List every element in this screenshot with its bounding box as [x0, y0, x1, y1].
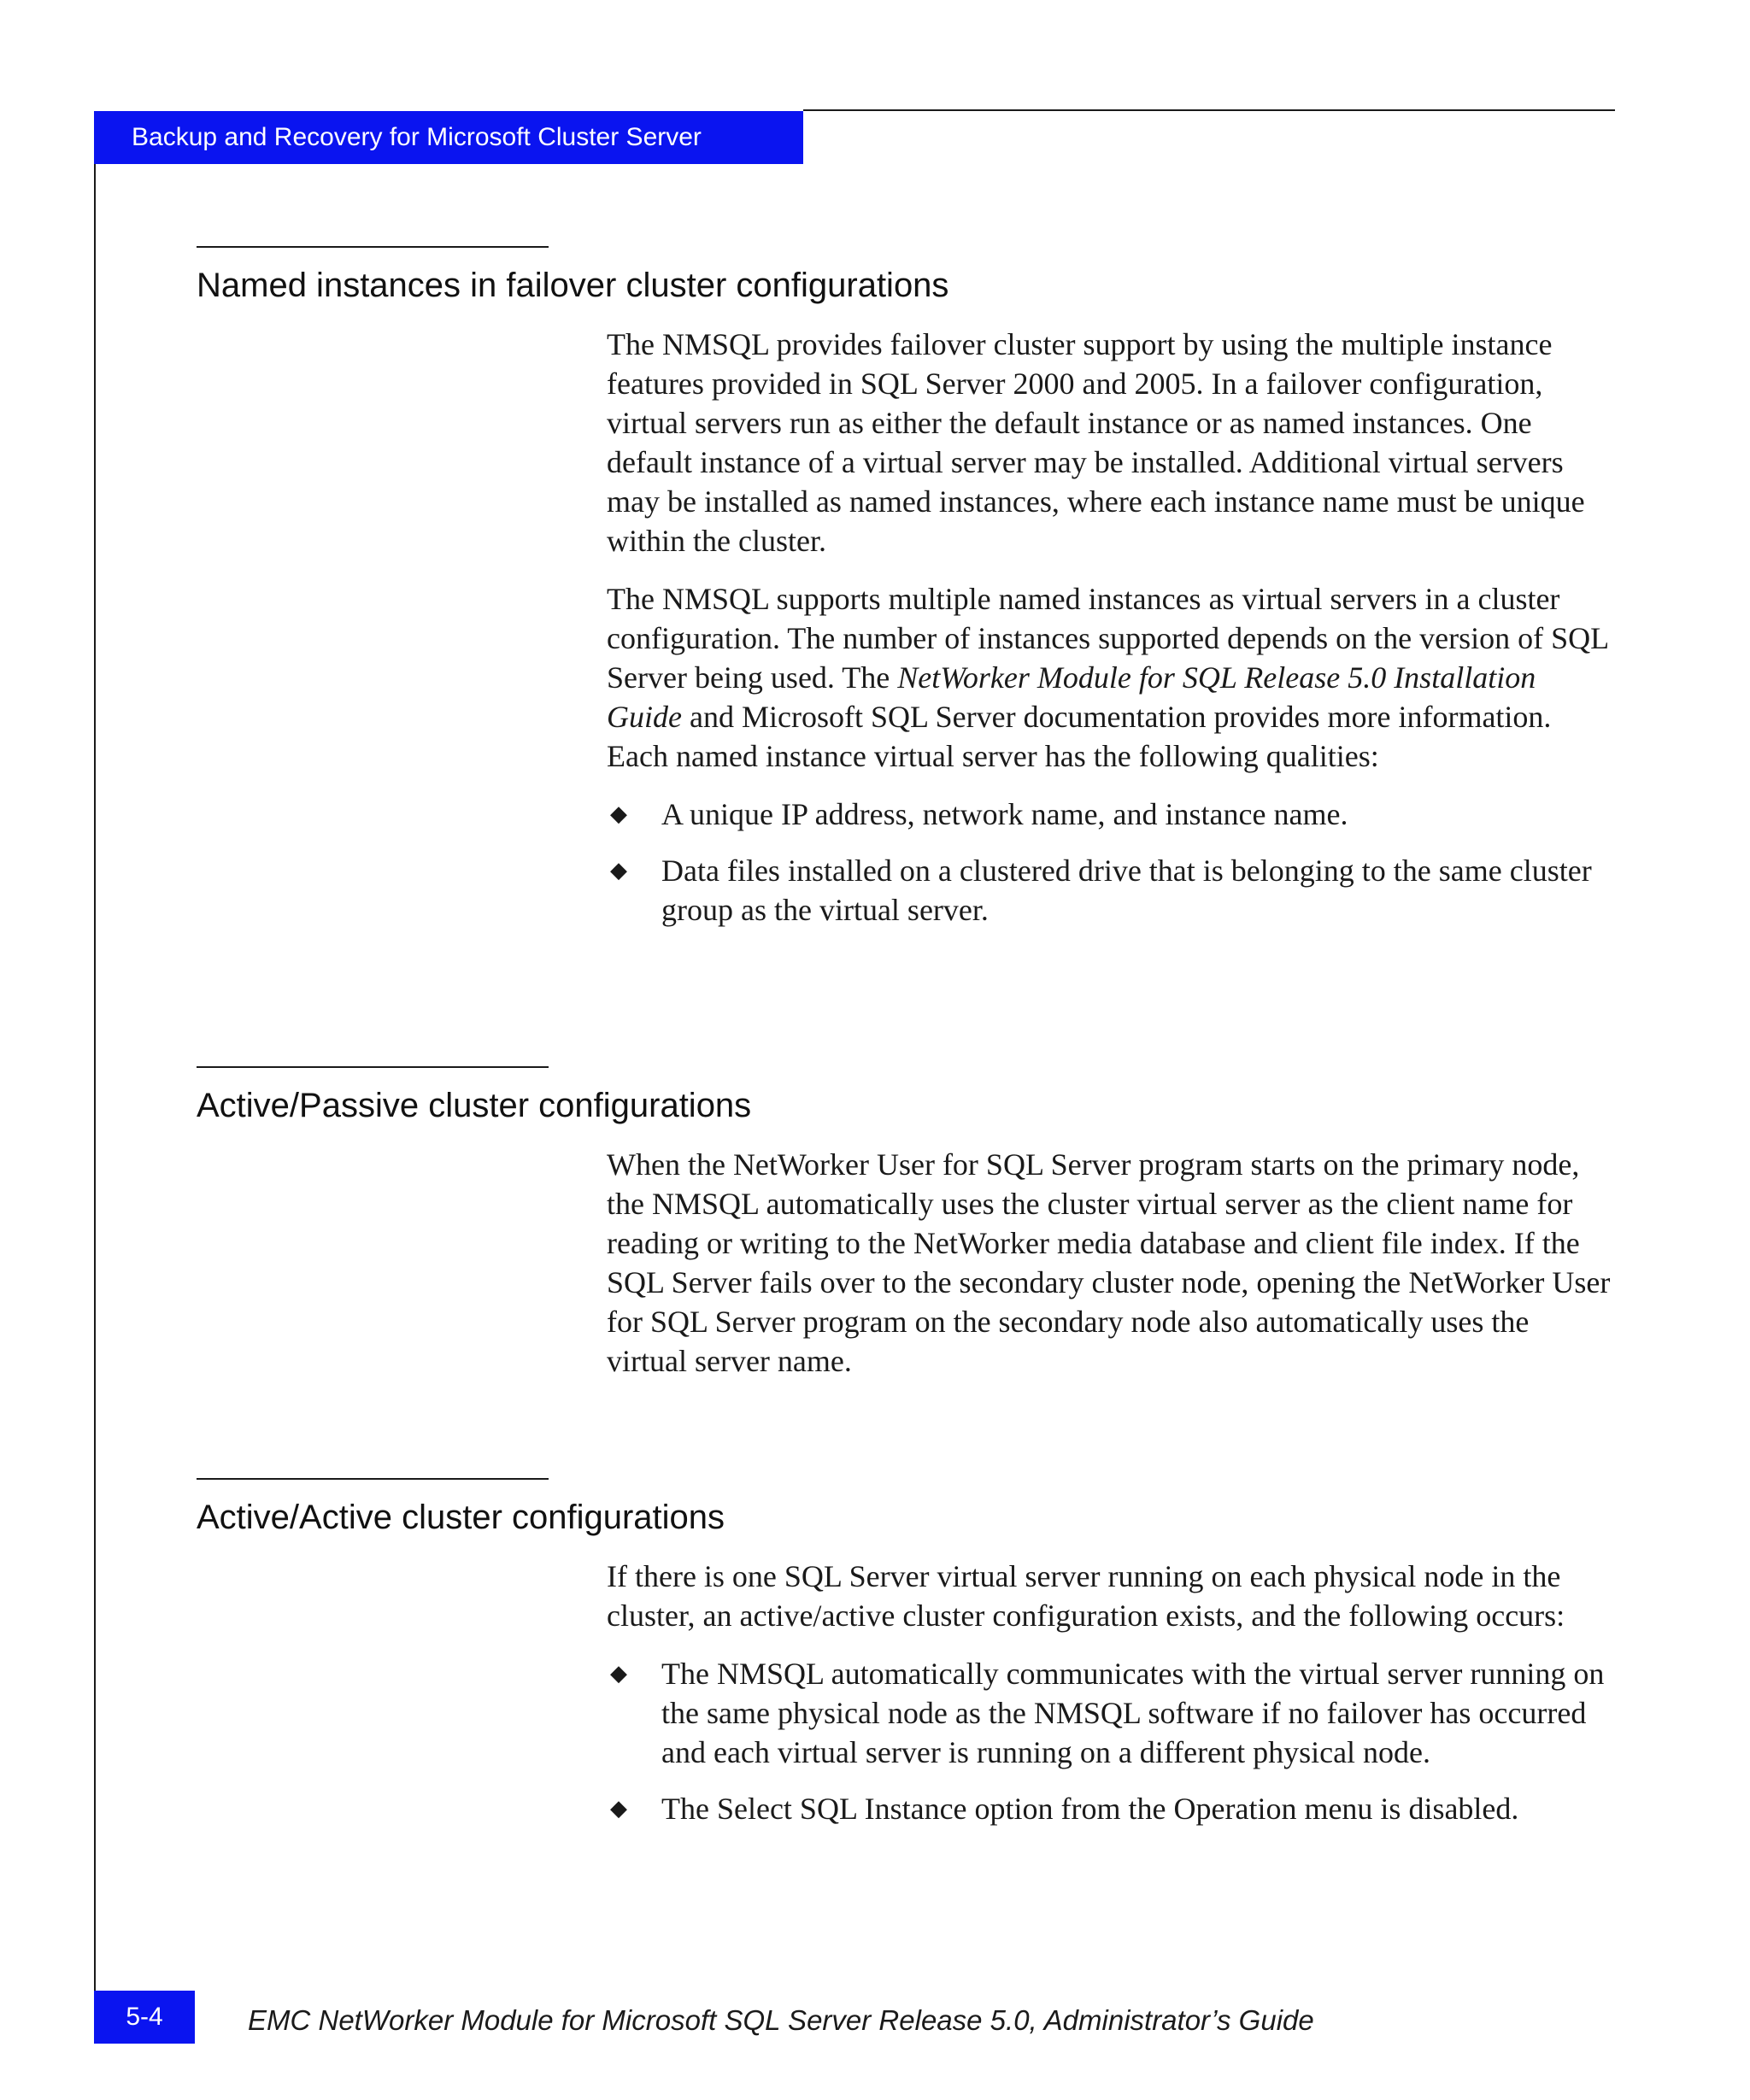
- paragraph: The NMSQL provides failover cluster support by using the multiple instance features provided in SQL Server 2000 and 2005. In a failover configuration, virtual servers run as either the default instance or as named instances. One default instance of a virtual server may be installed. Additional virtual servers may be installed as named instances, where each instance name must be unique within the cluster.: [607, 327, 1585, 558]
- diamond-bullet-icon: ◆: [610, 801, 627, 827]
- paragraph-with-reference: [607, 579, 1615, 776]
- paragraph-text: and Microsoft SQL Server documentation provides more information. Each named instance virtual server has the following qualities:: [607, 700, 1552, 773]
- list-item: [607, 795, 1615, 834]
- doc-reference-title: NetWorker Module for SQL Release 5.0 Installation Guide: [607, 660, 1536, 734]
- section-rule-active-passive: [197, 1066, 549, 1068]
- running-header-label: Backup and Recovery for Microsoft Cluster Server: [132, 123, 702, 151]
- diamond-bullet-icon: ◆: [610, 1796, 627, 1821]
- list-item: [607, 1654, 1615, 1772]
- heading-active-active: Active/Active cluster configurations: [197, 1499, 725, 1536]
- page-number-tab: [94, 1991, 195, 2044]
- diamond-bullet-icon: ◆: [610, 1661, 627, 1686]
- section-rule-named-instances: [197, 246, 549, 248]
- paragraph: When the NetWorker User for SQL Server program starts on the primary node, the NMSQL automatically uses the cluster virtual server as the client name for reading or writing to the NetWorker media database and client file index. If the SQL Server fails over to the secondary cluster node, opening the NetWorker User for SQL Server program on the secondary node also automatically uses the virtual server name.: [607, 1147, 1611, 1378]
- list-item-text: Data files installed on a clustered drive that is belonging to the same cluster group as the virtual server.: [661, 853, 1592, 927]
- list-item: [607, 851, 1615, 930]
- section-body-active-active: [607, 1557, 1615, 1845]
- list-item-text: A unique IP address, network name, and instance name.: [661, 797, 1348, 831]
- list-item-text: The NMSQL automatically communicates with the virtual server running on the same physical node as the NMSQL software if no failover has occurred and each virtual server is running on a different physical node.: [661, 1657, 1605, 1769]
- section-body-named-instances: [607, 325, 1615, 947]
- heading-named-instances: Named instances in failover cluster configurations: [197, 267, 949, 304]
- paragraph-text: The NMSQL supports multiple named instances as virtual servers in a cluster configuration. The number of instances supported depends on the version of SQL Server being used. The: [607, 582, 1608, 695]
- page-number: 5-4: [126, 2003, 163, 2031]
- header-rule: [803, 109, 1615, 111]
- section-body-active-passive: [607, 1145, 1615, 1399]
- footer-book-title: EMC NetWorker Module for Microsoft SQL Server Release 5.0, Administrator’s Guide: [248, 2004, 1314, 2036]
- qualities-list: [607, 795, 1615, 930]
- left-margin-rule: [94, 164, 96, 1992]
- paragraph: If there is one SQL Server virtual server running on each physical node in the cluster, an active/active cluster configuration exists, and the following occurs:: [607, 1559, 1565, 1633]
- heading-active-passive: Active/Passive cluster configurations: [197, 1087, 752, 1124]
- occurrences-list: [607, 1654, 1615, 1828]
- diamond-bullet-icon: ◆: [610, 858, 627, 883]
- section-rule-active-active: [197, 1478, 549, 1480]
- list-item-text: The Select SQL Instance option from the Operation menu is disabled.: [661, 1792, 1519, 1826]
- running-header-tab: [94, 111, 803, 164]
- list-item: [607, 1789, 1615, 1828]
